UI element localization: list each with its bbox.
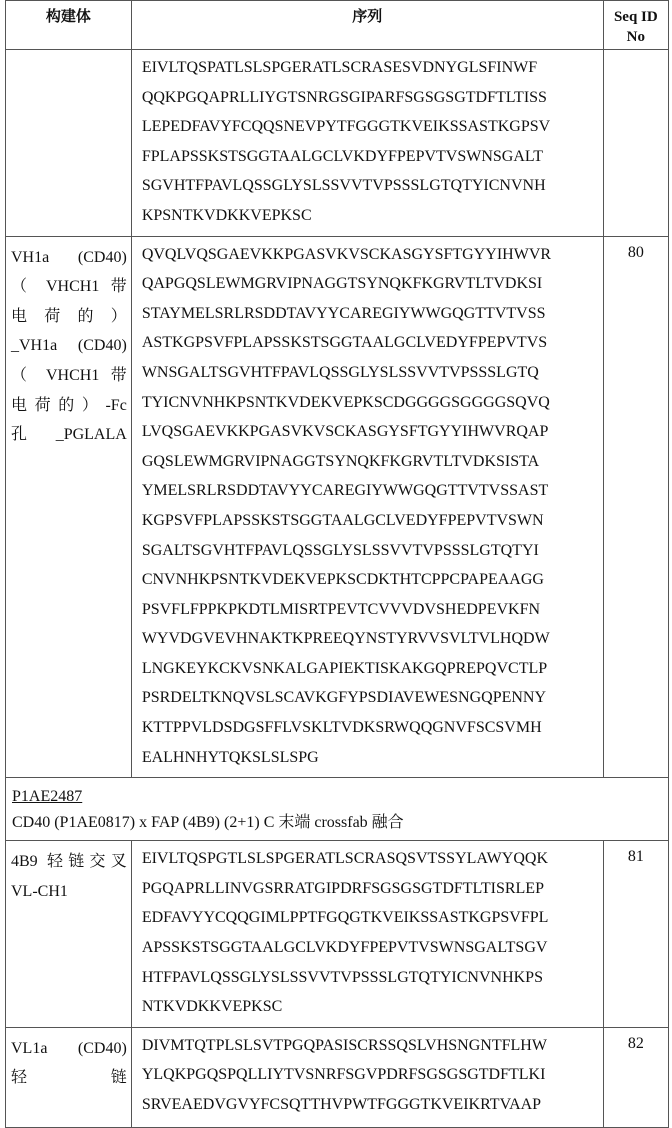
- construct-cell: [6, 236, 132, 778]
- construct-line: VL-CH1: [11, 877, 127, 907]
- table-row: [6, 236, 669, 778]
- section-id: P1AE2487: [12, 784, 662, 810]
- section-title: CD40 (P1AE0817) x FAP (4B9) (2+1) C 末端 crossfab 融合: [12, 810, 662, 836]
- sequence-line: EDFAVYYCQQGIMLPPTFGQGTKVEIKSSASTKGPSVFPL: [142, 908, 603, 938]
- sequence-line: SRVEAEDVGVYFCSQTTHVPWTFGGGTKVEIKRTVAAP: [142, 1095, 603, 1125]
- construct-line: 4B9 轻链交叉: [11, 847, 127, 877]
- sequence-line: KGPSVFPLAPSSKSTSGGTAALGCLVEDYFPEPVTVSWN: [142, 511, 603, 541]
- construct-line: VH1a (CD40): [11, 243, 127, 273]
- header-seq-id: Seq ID No: [603, 1, 668, 50]
- sequence-line: ASTKGPSVFPLAPSSKSTSGGTAALGCLVEDYFPEPVTVS: [142, 333, 603, 363]
- sequence-line: YMELSRLRSDDTAVYYCAREGIYWWGQGTTVTVSSAST: [142, 481, 603, 511]
- sequence-line: STAYMELSRLRSDDTAVYYCAREGIYWWGQGTTVTVSS: [142, 304, 603, 334]
- sequence-line: EALHNHYTQKSLSLSPG: [142, 748, 603, 778]
- sequence-line: PGQAPRLLINVGSRRATGIPDRFSGSGSGTDFTLTISRLEP: [142, 879, 603, 909]
- sequence-line: PSRDELTKNQVSLSCAVKGFYPSDIAVEWESNGQPENNY: [142, 688, 603, 718]
- sequence-cell: [131, 50, 603, 237]
- sequence-line: LEPEDFAVYFCQQSNEVPYTFGGGTKVEIKSSASTKGPSV: [142, 117, 603, 147]
- construct-line: 电 荷 的 ）: [11, 302, 127, 332]
- seq-id-cell: 80: [603, 236, 668, 778]
- sequence-table: [5, 0, 669, 1128]
- construct-cell: [6, 1027, 132, 1127]
- sequence-line: GQSLEWMGRVIPNAGGTSYNQKFKGRVTLTVDKSISTA: [142, 452, 603, 482]
- sequence-line: TYICNVNHKPSNTKVDEKVEPKSCDGGGGSGGGGSQVQ: [142, 393, 603, 423]
- construct-line: _VH1a (CD40): [11, 331, 127, 361]
- sequence-line: QQKPGQAPRLLIYGTSNRGSGIPARFSGSGSGTDFTLTISS: [142, 88, 603, 118]
- sequence-line: EIVLTQSPGTLSLSPGERATLSCRASQSVTSSYLAWYQQK: [142, 849, 603, 879]
- seq-id-cell: [603, 50, 668, 237]
- sequence-cell: [131, 236, 603, 778]
- sequence-line: CNVNHKPSNTKVDEKVEPKSCDKTHTCPPCPAPEAAGG: [142, 570, 603, 600]
- construct-line: VL1a (CD40): [11, 1034, 127, 1064]
- sequence-cell: [131, 841, 603, 1028]
- sequence-line: KPSNTKVDKKVEPKSC: [142, 206, 603, 236]
- construct-line: 轻链: [11, 1063, 127, 1093]
- section-cell: [6, 778, 669, 841]
- sequence-line: DIVMTQTPLSLSVTPGQPASISCRSSQSLVHSNGNTFLHW: [142, 1036, 603, 1066]
- header-construct: 构建体: [6, 1, 132, 50]
- sequence-line: NTKVDKKVEPKSC: [142, 997, 603, 1027]
- sequence-line: WNSGALTSGVHTFPAVLQSSGLYSLSSVVTVPSSSLGTQ: [142, 363, 603, 393]
- sequence-line: WYVDGVEVHNAKTKPREEQYNSTYRVVSVLTVLHQDW: [142, 629, 603, 659]
- sequence-line: EIVLTQSPATLSLSPGERATLSCRASESVDNYGLSFINWF: [142, 58, 603, 88]
- sequence-line: LVQSGAEVKKPGASVKVSCKASGYSFTGYYIHWVRQAP: [142, 422, 603, 452]
- table-row: [6, 1027, 669, 1127]
- section-row: [6, 778, 669, 841]
- header-row: [6, 1, 669, 50]
- construct-cell: [6, 841, 132, 1028]
- sequence-line: QVQLVQSGAEVKKPGASVKVSCKASGYSFTGYYIHWVR: [142, 245, 603, 275]
- sequence-line: APSSKSTSGGTAALGCLVKDYFPEPVTVSWNSGALTSGV: [142, 938, 603, 968]
- sequence-line: FPLAPSSKSTSGGTAALGCLVKDYFPEPVTVSWNSGALT: [142, 147, 603, 177]
- sequence-line: SGVHTFPAVLQSSGLYSLSSVVTVPSSSLGTQTYICNVNH: [142, 176, 603, 206]
- table-row: [6, 50, 669, 237]
- construct-cell: [6, 50, 132, 237]
- seq-id-cell: 81: [603, 841, 668, 1028]
- sequence-line: KTTPPVLDSDGSFFLVSKLTVDKSRWQQGNVFSCSVMH: [142, 718, 603, 748]
- sequence-line: QAPGQSLEWMGRVIPNAGGTSYNQKFKGRVTLTVDKSI: [142, 274, 603, 304]
- sequence-cell: [131, 1027, 603, 1127]
- seq-id-cell: 82: [603, 1027, 668, 1127]
- sequence-line: LNGKEYKCKVSNKALGAPIEKTISKAKGQPREPQVCTLP: [142, 659, 603, 689]
- construct-line: （ VHCH1 带: [11, 361, 127, 391]
- table-row: [6, 841, 669, 1028]
- construct-line: （ VHCH1 带: [11, 272, 127, 302]
- construct-line: 孔_PGLALA: [11, 420, 127, 450]
- sequence-line: HTFPAVLQSSGLYSLSSVVTVPSSSLGTQTYICNVNHKPS: [142, 968, 603, 998]
- sequence-line: SGALTSGVHTFPAVLQSSGLYSLSSVVTVPSSSLGTQTYI: [142, 541, 603, 571]
- sequence-line: PSVFLFPPKPKDTLMISRTPEVTCVVVDVSHEDPEVKFN: [142, 600, 603, 630]
- header-sequence: 序列: [131, 1, 603, 50]
- construct-line: 电荷的）-Fc: [11, 391, 127, 421]
- sequence-line: YLQKPGQSPQLLIYTVSNRFSGVPDRFSGSGSGTDFTLKI: [142, 1065, 603, 1095]
